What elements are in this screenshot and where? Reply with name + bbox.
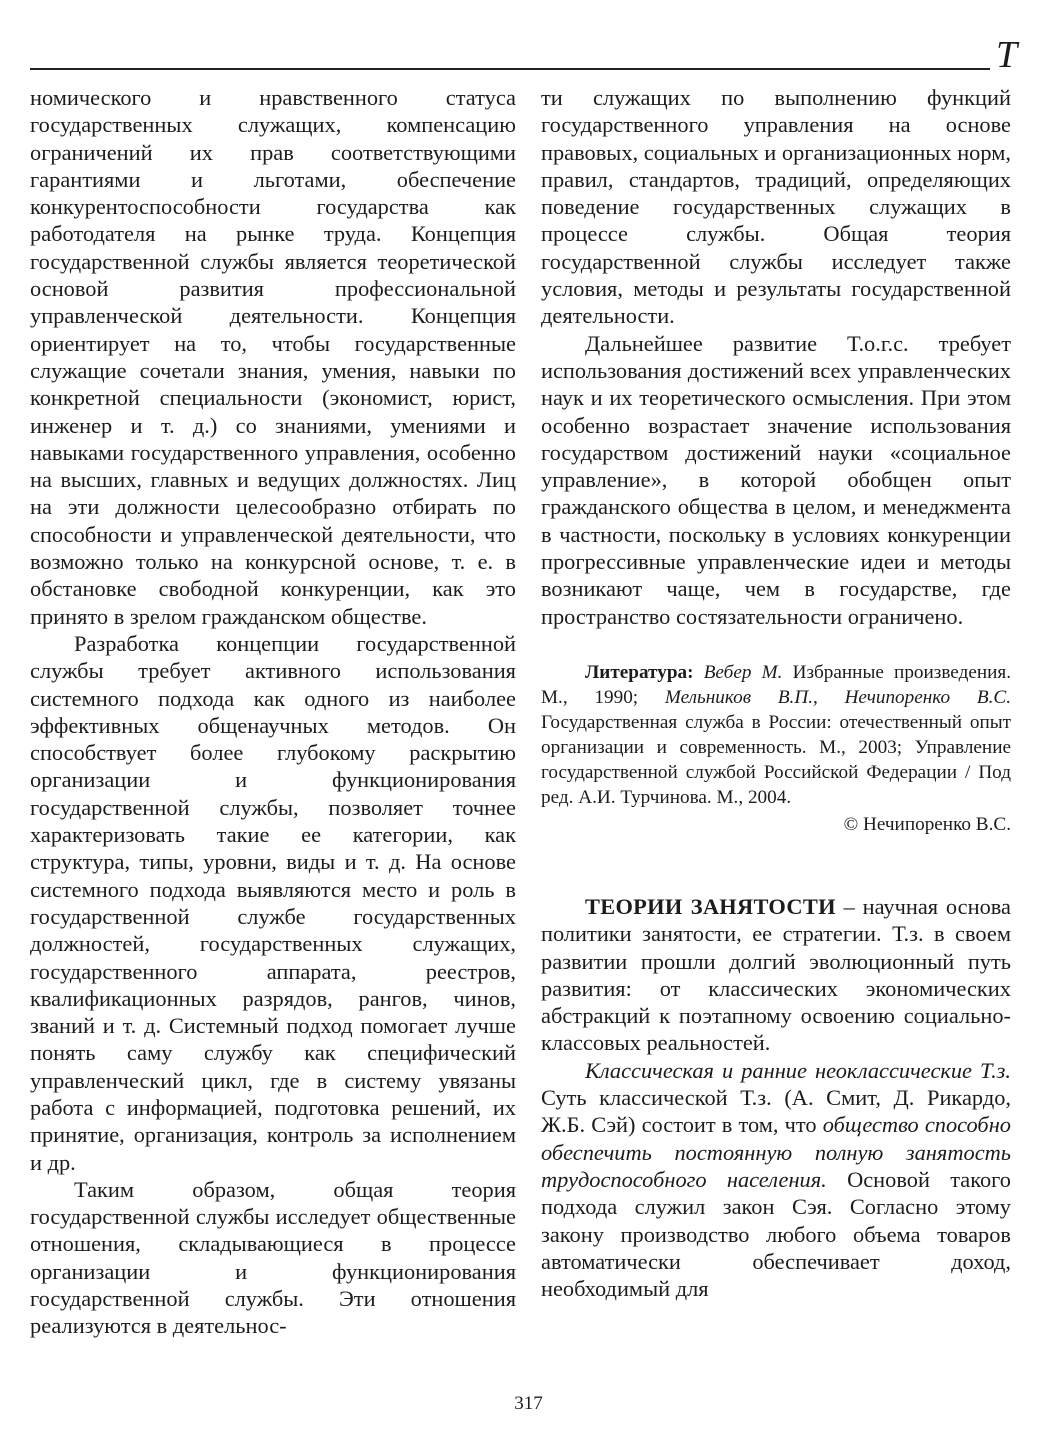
literature-block <box>541 660 1011 810</box>
paragraph-text: Основой такого подхода служил закон Сэя. Согласно этому закону производство любого объема товаров автоматически обеспечивает доход, необходимый для <box>541 1166 1011 1302</box>
entry-definition: – научная основа политики занятости, ее стратегии. Т.з. в своем развитии прошли долгий эволюционный путь развития: от классических экономических абстракций к поэтапному освоению социально-классовых реальностей. <box>541 893 1011 1056</box>
header-rule <box>30 68 990 70</box>
paragraph: Разработка концепции государственной службы требует активного использования системного подхода как одного из наиболее эффективных общенаучных методов. Он способствует более глубокому раскрытию организации и функционирования государственной службы, позволяет точнее характеризовать такие ее категории, как структура, типы, уровни, виды и т. д. На основе системного подхода выявляются место и роль в государственной службе государственных должностей, государственных служащих, государственного аппарата, реестров, квалификационных разрядов, рангов, чинов, званий и т. д. Системный подход помогает лучше понять саму службу как специфический управленческий цикл, где в систему увязаны работа с информацией, подготовка решений, их принятие, организация, контроль за исполнением и др. <box>30 630 516 1175</box>
left-column <box>30 84 516 1340</box>
literature-label: Литература: <box>585 661 694 683</box>
literature-text: Государственная служба в России: отечественный опыт организации и современность. М., 2003; Управление государственной службой Российской Федерации / Под ред. А.И. Турчинова. М., 2004. <box>541 711 1011 808</box>
literature-author: Вебер М. <box>703 661 783 683</box>
article-signature: © Нечипоренко В.С. <box>843 813 1011 835</box>
right-column <box>541 84 1011 1302</box>
literature-author: Мельников В.П., Нечипоренко В.С. <box>664 686 1011 708</box>
paragraph: ти служащих по выполнению функций государственного управления на основе правовых, социальных и организационных норм, правил, стандартов, традиций, определяющих поведение государственных служащих в процессе службы. Общая теория государственной службы исследует также условия, методы и результаты государственной деятельности. <box>541 85 1011 329</box>
paragraph: Таким образом, общая теория государственной службы исследует общественные отношения, складывающиеся в процессе организации и функционирования государственной службы. Эти отношения реализуются в деятельнос- <box>30 1176 516 1339</box>
italic-heading: Классическая и ранние неоклассические Т.з. <box>585 1057 1011 1083</box>
dictionary-entry <box>541 893 1011 1057</box>
running-header-letter: Т <box>996 34 1018 76</box>
italic-emphasis: общество способно обеспечить постоянную полную занятость трудоспособного населения. <box>541 1112 1012 1192</box>
paragraph: номического и нравственного статуса государственных служащих, компенсацию ограничений их прав соответствующими гарантиями и льготами, обеспечение конкурентоспособности государства как работодателя на рынке труда. Концепция государственной службы является теоретической основой развития профессиональной управленческой деятельности. Концепция ориентирует на то, чтобы государственные служащие сочетали знания, умения, навыки по конкретной специальности (экономист, юрист, инженер и т. д.) со знаниями, умениями и навыками государственного управления, особенно на высших, главных и ведущих должностях. Лиц на эти должности целесообразно отбирать по способности и управленческой деятельности, что возможно только на конкурсной основе, т. е. в обстановке свободной конкуренции, как это принято в зрелом гражданском обществе. <box>30 85 516 629</box>
page-number: 317 <box>514 1393 543 1414</box>
paragraph: Дальнейшее развитие Т.о.г.с. требует использования достижений всех управленческих наук и их теоретического осмысления. При этом особенно возрастает значение использования государством достижений науки «социальное управление», в которой обобщен опыт гражданского общества в целом, и менеджмента в частности, поскольку в условиях конкуренции прогрессивные управленческие идеи и методы возникают чаще, чем в государстве, где пространство состязательности ограничено. <box>541 330 1011 629</box>
entry-term: ТЕОРИИ ЗАНЯТОСТИ <box>585 893 836 919</box>
paragraph <box>541 1057 1011 1303</box>
paragraph-text: Суть классической Т.з. (А. Смит, Д. Рикардо, Ж.Б. Сэй) состоит в том, что <box>541 1085 1011 1138</box>
literature-text: Избранные произведения. М., 1990; <box>541 661 1012 708</box>
